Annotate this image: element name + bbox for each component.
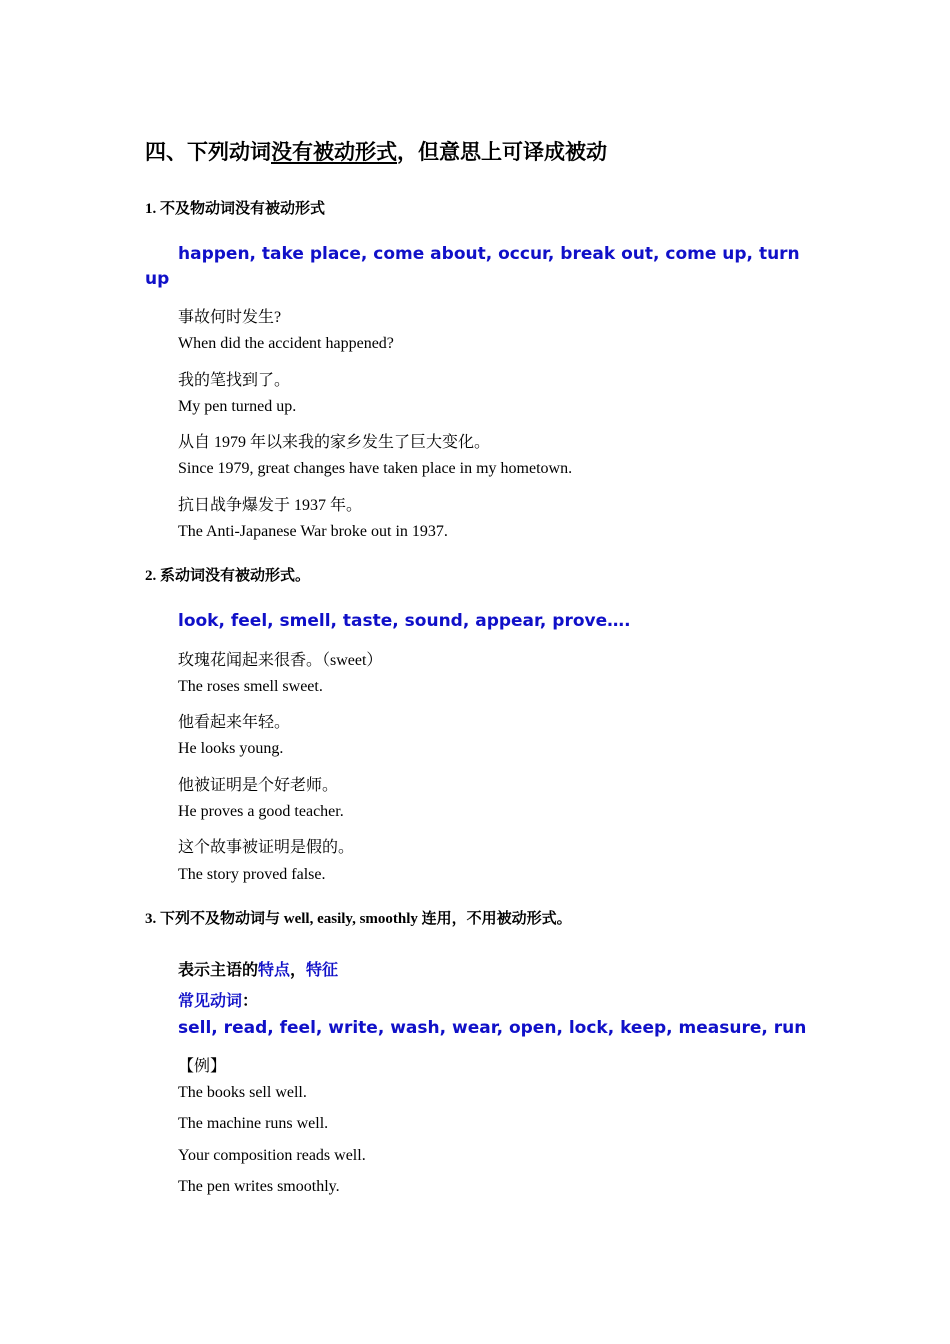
feature-separator: ， (290, 962, 307, 979)
feature-prefix: 表示主语的 (178, 962, 259, 979)
section2-example: He proves a good teacher. (178, 803, 344, 820)
section3-feature-line (178, 957, 338, 980)
section2-example: The roses smell sweet. (178, 678, 323, 695)
section2-example: 他被证明是个好老师。 (178, 777, 339, 794)
section3-example: The books sell well. (178, 1084, 307, 1101)
section3-example: Your composition reads well. (178, 1147, 366, 1164)
section2-example: The story proved false. (178, 866, 326, 883)
section2-heading: 2. 系动词没有被动形式。 (145, 568, 311, 584)
section1-example: 抗日战争爆发于 1937 年。 (178, 497, 363, 514)
feature-word-1: 特点 (258, 962, 291, 979)
feature-word-2: 特征 (306, 962, 339, 979)
section2-keywords: look, feel, smell, taste, sound, appear, prove…. (178, 611, 631, 631)
title-prefix: 四、下列动词 (145, 140, 271, 164)
section1-example: Since 1979, great changes have taken place in my hometown. (178, 460, 573, 477)
section1-keywords-line2: up (145, 269, 170, 289)
section3-example-label: 【例】 (178, 1058, 227, 1075)
section1-example: 事故何时发生? (178, 309, 282, 326)
section3-keywords: sell, read, feel, write, wash, wear, open, lock, keep, measure, run (178, 1018, 807, 1038)
section1-keywords-line1: happen, take place, come about, occur, break out, come up, turn (178, 244, 800, 264)
section2-example: 这个故事被证明是假的。 (178, 839, 355, 856)
section1-example: When did the accident happened? (178, 335, 394, 352)
section3-example: The pen writes smoothly. (178, 1178, 340, 1195)
section1-example: 我的笔找到了。 (178, 372, 291, 389)
common-label: 常见动词 (178, 993, 243, 1010)
title-suffix: ，但意思上可译成被动 (397, 140, 607, 164)
section1-example: The Anti-Japanese War broke out in 1937. (178, 523, 448, 540)
section1-heading: 1. 不及物动词没有被动形式 (145, 201, 326, 217)
section1-example: 从自 1979 年以来我的家乡发生了巨大变化。 (178, 434, 491, 451)
section1-example: My pen turned up. (178, 398, 297, 415)
title-underlined: 没有被动形式 (271, 140, 397, 164)
section2-example: 玫瑰花闻起来很香。（sweet） (178, 652, 383, 669)
section3-heading: 3. 下列不及物动词与 well, easily, smoothly 连用，不用被动形式。 (145, 911, 572, 927)
section2-example: He looks young. (178, 740, 284, 757)
section3-common-line (178, 988, 258, 1011)
page-title (145, 136, 607, 166)
section3-example: The machine runs well. (178, 1115, 329, 1132)
common-colon: ： (242, 993, 259, 1010)
section2-example: 他看起来年轻。 (178, 714, 291, 731)
